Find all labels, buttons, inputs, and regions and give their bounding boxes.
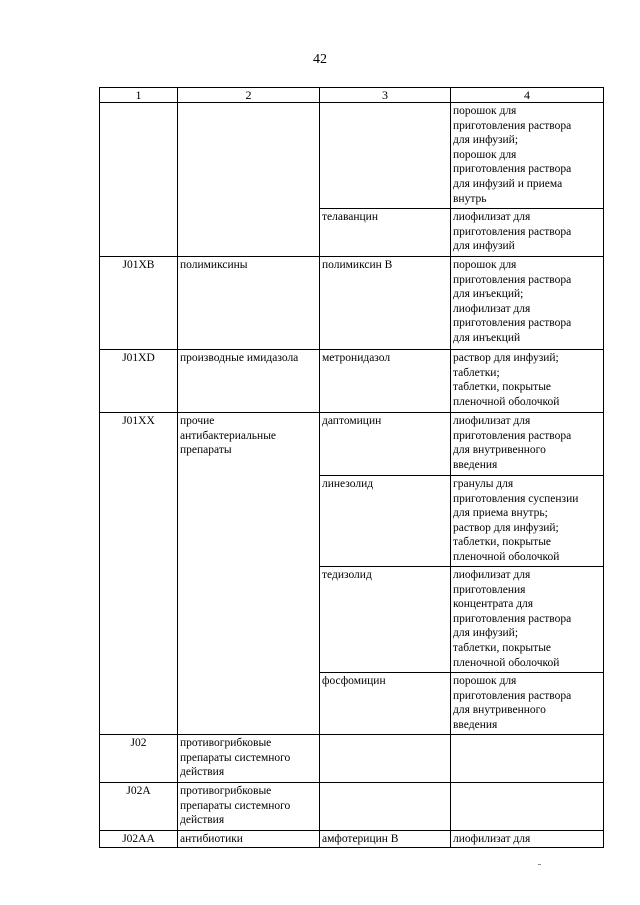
header-col-4: 4 — [451, 88, 604, 103]
group-name-cell: прочие антибактериальные препараты — [178, 413, 320, 735]
header-col-3: 3 — [320, 88, 451, 103]
table-row — [100, 735, 604, 783]
header-col-2: 2 — [178, 88, 320, 103]
drug-name-cell: линезолид — [320, 476, 451, 567]
table-row — [100, 257, 604, 350]
atc-code-cell: J01XX — [100, 413, 178, 735]
drug-name-cell: метронидазол — [320, 350, 451, 413]
atc-code-cell: J02A — [100, 783, 178, 831]
atc-code-cell: J02 — [100, 735, 178, 783]
dosage-forms-cell: лиофилизат для приготовления раствора для инфузий — [451, 209, 604, 257]
group-name-cell: противогрибковые препараты системного действия — [178, 735, 320, 783]
drug-name-cell — [320, 103, 451, 209]
header-row — [100, 88, 604, 103]
dosage-forms-cell: лиофилизат для приготовления концентрата для приготовления раствора для инфузий; таблетки, покрытые пленочной оболочкой — [451, 567, 604, 673]
table-row — [100, 350, 604, 413]
page-number: 42 — [313, 52, 327, 67]
group-name-cell — [178, 103, 320, 257]
dosage-forms-cell: лиофилизат для — [451, 831, 604, 848]
dosage-forms-cell: гранулы для приготовления суспензии для приема внутрь; раствор для инфузий; таблетки, покрытые пленочной оболочкой — [451, 476, 604, 567]
table-row — [100, 783, 604, 831]
drug-name-cell: амфотерицин В — [320, 831, 451, 848]
dosage-forms-cell: порошок для приготовления раствора для инфузий; порошок для приготовления раствора для инфузий и приема внутрь — [451, 103, 604, 209]
atc-code-cell: J02AA — [100, 831, 178, 848]
scan-artifact — [538, 864, 541, 865]
table-row — [100, 831, 604, 848]
drug-name-cell: фосфомицин — [320, 673, 451, 735]
drug-name-cell: телаванцин — [320, 209, 451, 257]
dosage-forms-cell: лиофилизат для приготовления раствора для внутривенного введения — [451, 413, 604, 476]
drug-name-cell: тедизолид — [320, 567, 451, 673]
table-row — [100, 103, 604, 209]
group-name-cell: противогрибковые препараты системного действия — [178, 783, 320, 831]
table-row — [100, 413, 604, 476]
drug-name-cell — [320, 783, 451, 831]
drug-name-cell: даптомицин — [320, 413, 451, 476]
medication-table — [99, 87, 604, 848]
dosage-forms-cell — [451, 735, 604, 783]
drug-name-cell — [320, 735, 451, 783]
atc-code-cell: J01XD — [100, 350, 178, 413]
header-col-1: 1 — [100, 88, 178, 103]
drug-name-cell: полимиксин В — [320, 257, 451, 350]
dosage-forms-cell: порошок для приготовления раствора для инъекций; лиофилизат для приготовления раствора для инъекций — [451, 257, 604, 350]
dosage-forms-cell — [451, 783, 604, 831]
atc-code-cell: J01XB — [100, 257, 178, 350]
dosage-forms-cell: раствор для инфузий; таблетки; таблетки, покрытые пленочной оболочкой — [451, 350, 604, 413]
group-name-cell: производные имидазола — [178, 350, 320, 413]
group-name-cell: полимиксины — [178, 257, 320, 350]
dosage-forms-cell: порошок для приготовления раствора для внутривенного введения — [451, 673, 604, 735]
atc-code-cell — [100, 103, 178, 257]
group-name-cell: антибиотики — [178, 831, 320, 848]
